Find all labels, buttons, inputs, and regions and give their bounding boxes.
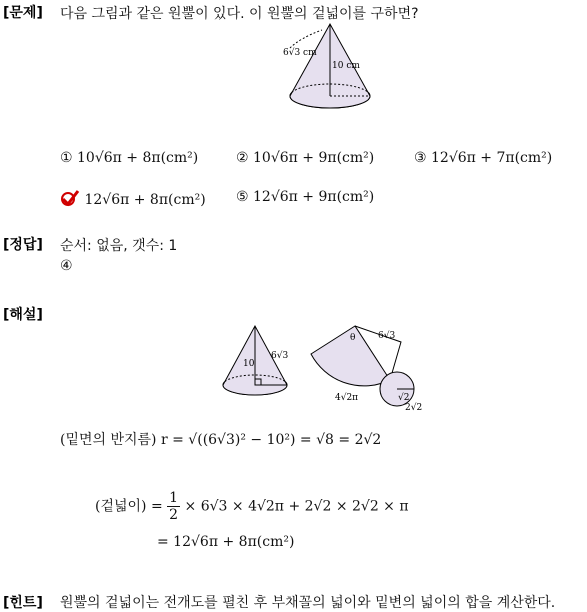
net-circ-label: 2√2 <box>405 403 423 413</box>
problem-tag: [문제] <box>3 5 43 21</box>
choice-2[interactable] <box>236 150 374 166</box>
checkmark-icon <box>60 189 80 207</box>
choice-5-number: ⑤ <box>236 189 249 205</box>
answer-tag: [정답] <box>3 237 43 253</box>
equation-radius-prefix: (밑면의 반지름) <box>60 432 157 448</box>
choice-3-expr: 12√6π + 7π(cm²) <box>431 150 553 166</box>
choice-2-expr: 10√6π + 9π(cm²) <box>253 150 375 166</box>
explanation-cone-figure <box>218 320 298 402</box>
net-sector-radius-label: 6√3 <box>378 331 396 341</box>
fraction-denominator: 2 <box>169 507 179 523</box>
choice-1-number: ① <box>60 150 73 166</box>
choice-1[interactable] <box>60 150 198 166</box>
cone-figure <box>280 18 380 120</box>
hint-text: 원뿔의 겉넓이는 전개도를 펼친 후 부채꼴의 넓이와 밑변의 넓이의 합을 계산한다. <box>60 595 556 611</box>
answer-line1: 순서: 없음, 갯수: 1 <box>60 238 178 254</box>
fraction-numerator: 1 <box>169 490 179 506</box>
answer-line2: ④ <box>60 258 73 274</box>
choice-4-expr: 12√6π + 8π(cm²) <box>84 192 206 208</box>
net-radius-label: √2 <box>398 393 410 403</box>
equation-radius <box>60 429 381 449</box>
equation-area-prefix: (겉넓이) = <box>95 498 163 515</box>
explanation-slant-label: 6√3 <box>271 351 289 361</box>
figure-height-label: 10 cm <box>332 61 360 71</box>
hint-tag: [힌트] <box>3 595 43 611</box>
equation-radius-expr: r = √((6√3)² − 10²) = √8 = 2√2 <box>160 432 382 448</box>
choice-5-expr: 12√6π + 9π(cm²) <box>253 189 375 205</box>
choice-3[interactable] <box>414 150 552 166</box>
explanation-tag: [해설] <box>3 307 43 323</box>
figure-slant-label: 6√3 cm <box>283 48 317 58</box>
choice-3-number: ③ <box>414 150 427 166</box>
net-arc-label: 4√2π <box>335 393 359 403</box>
net-figure <box>305 320 430 415</box>
choice-1-expr: 10√6π + 8π(cm²) <box>77 150 199 166</box>
choice-2-number: ② <box>236 150 249 166</box>
equation-area-fraction <box>167 490 180 523</box>
problem-question: 다음 그림과 같은 원뿔이 있다. 이 원뿔의 겉넓이를 구하면? <box>60 6 419 22</box>
choice-5[interactable] <box>236 189 374 205</box>
explanation-height-label: 10 <box>243 359 255 369</box>
equation-area-rest: × 6√3 × 4√2π + 2√2 × 2√2 × π <box>184 498 409 515</box>
choice-4[interactable] <box>60 189 206 208</box>
svg-text:θ: θ <box>350 333 356 343</box>
equation-result: = 12√6π + 8π(cm²) <box>157 534 295 550</box>
equation-area <box>95 490 409 523</box>
